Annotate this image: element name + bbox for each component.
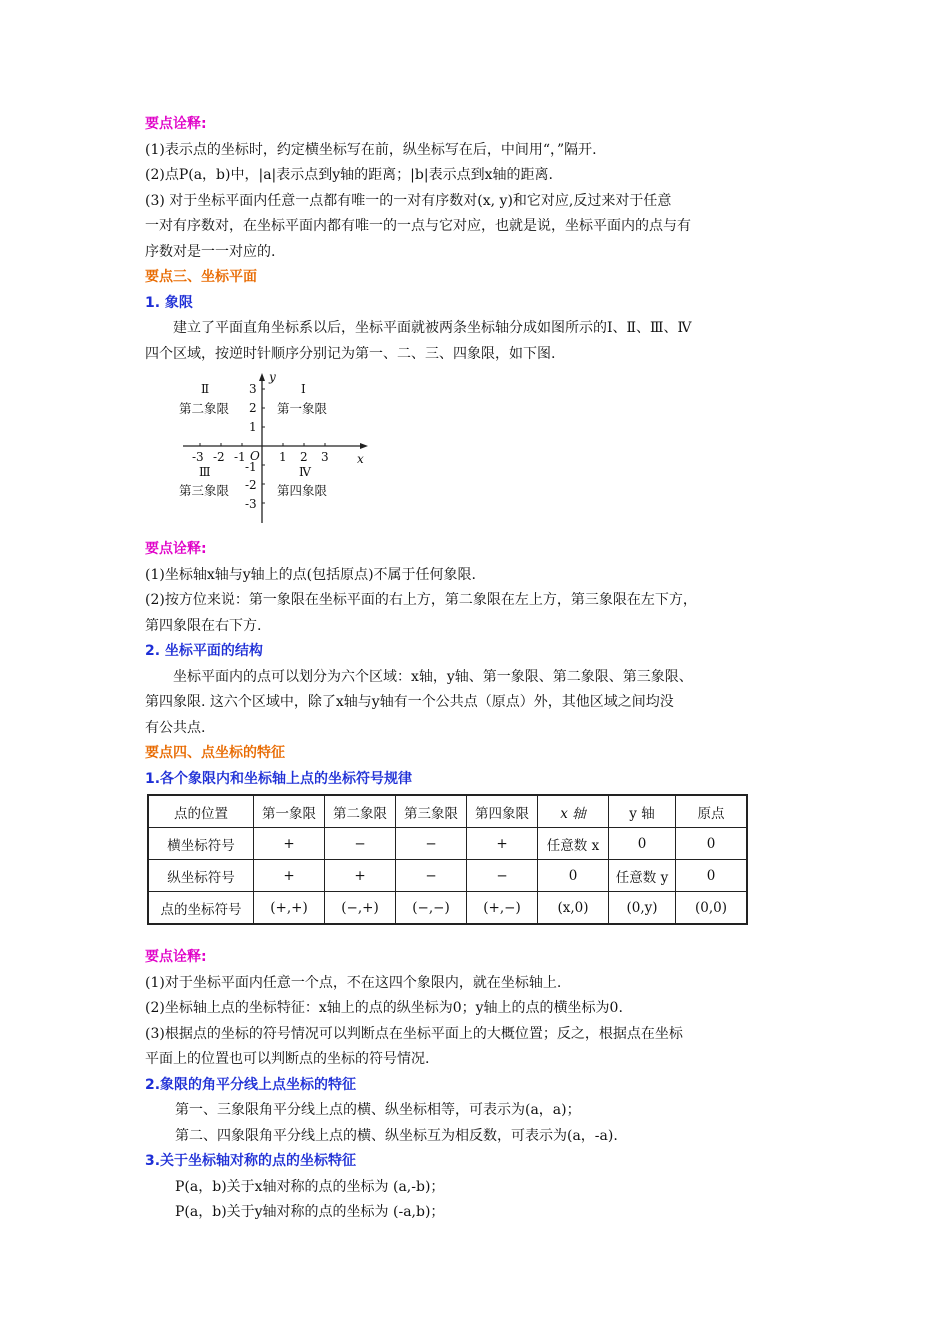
- sign-note-2: (2)坐标轴上点的坐标特征：x轴上的点的纵坐标为0；y轴上的点的横坐标为0.: [145, 1000, 623, 1016]
- document-page: [145, 112, 815, 1226]
- spacer: [145, 933, 815, 945]
- table-header-cell: 第三象限: [396, 795, 467, 828]
- section-4-heading: 要点四、点坐标的特征: [145, 745, 285, 761]
- table-cell: (+,−): [467, 892, 538, 925]
- table-cell: −: [325, 828, 396, 860]
- table-cell: −: [467, 860, 538, 892]
- sign-note-3-line1: (3)根据点的坐标的符号情况可以判断点在坐标平面上的大概位置；反之，根据点在坐标: [145, 1025, 683, 1042]
- y-tick-2: 2: [249, 401, 257, 415]
- x-axis-arrow: [360, 443, 368, 449]
- quadrant-axes-svg: [173, 371, 373, 531]
- quadrant-note-1: (1)坐标轴x轴与y轴上的点(包括原点)不属于任何象限.: [145, 566, 477, 583]
- table-cell: 0: [676, 828, 748, 860]
- table-cell: +: [254, 860, 325, 892]
- table-cell: (0,y): [609, 892, 676, 925]
- plane-structure-line3: 有公共点.: [145, 719, 206, 736]
- table-header-cell: 第一象限: [254, 795, 325, 828]
- x-tick-2: 2: [300, 450, 308, 464]
- quadrant-text-line1: 建立了平面直角坐标系以后，坐标平面就被两条坐标轴分成如图所示的Ⅰ、Ⅱ、Ⅲ、Ⅳ: [173, 320, 692, 336]
- point-note-1: (1)表示点的坐标时，约定横坐标写在前，纵坐标写在后，中间用“，”隔开.: [145, 141, 597, 158]
- quadrant-2-name: 第二象限: [179, 401, 230, 416]
- quadrant-2-numeral: Ⅱ: [201, 382, 210, 396]
- bisector-line1: 第一、三象限角平分线上点的横、纵坐标相等，可表示为(a，a)；: [175, 1102, 581, 1118]
- table-cell: (x,0): [538, 892, 609, 925]
- quadrant-4-numeral: Ⅳ: [299, 465, 311, 479]
- y-axis-arrow: [259, 373, 265, 381]
- plane-structure-subheading: 2. 坐标平面的结构: [145, 643, 263, 659]
- table-cell: 纵坐标符号: [148, 860, 254, 892]
- table-row: [148, 892, 747, 925]
- bisector-subheading: 2.象限的角平分线上点坐标的特征: [145, 1076, 357, 1093]
- table-cell: +: [325, 860, 396, 892]
- table-row: [148, 860, 747, 892]
- quadrant-3-numeral: Ⅲ: [199, 465, 211, 479]
- point-note-2: (2)点P(a，b)中，|a|表示点到y轴的距离；|b|表示点到x轴的距离.: [145, 167, 553, 183]
- point-note-3-line1: (3) 对于坐标平面内任意一点都有唯一的一对有序数对(x, y)和它对应,反过来对于任意: [145, 192, 672, 209]
- section-a-heading: 要点诠释:: [145, 116, 207, 132]
- quadrant-3-name: 第三象限: [179, 483, 230, 498]
- point-note-3-line3: 序数对是一一对应的.: [145, 243, 276, 260]
- y-tick-3: 3: [249, 382, 257, 396]
- plane-structure-line2: 第四象限. 这六个区域中，除了x轴与y轴有一个公共点（原点）外，其他区域之间均没: [145, 694, 674, 710]
- table-header-cell: 第四象限: [467, 795, 538, 828]
- section-3-heading: 要点三、坐标平面: [145, 269, 257, 285]
- y-tick-1: 1: [249, 420, 257, 434]
- quadrant-note-2-line2: 第四象限在右下方.: [145, 617, 262, 634]
- y-tick-neg2: -2: [245, 478, 257, 492]
- quadrant-subheading: 1. 象限: [145, 294, 193, 311]
- plane-structure-line1: 坐标平面内的点可以划分为六个区域：x轴，y轴、第一象限、第二象限、第三象限、: [173, 668, 693, 685]
- table-cell: (+,+): [254, 892, 325, 925]
- sign-table: [147, 794, 748, 925]
- table-header-cell: 原点: [676, 795, 748, 828]
- table-cell: −: [396, 860, 467, 892]
- table-cell: +: [254, 828, 325, 860]
- quadrant-4-name: 第四象限: [277, 483, 328, 498]
- x-tick-3: 3: [321, 450, 329, 464]
- table-cell: 任意数 x: [538, 828, 609, 860]
- table-header-cell: y 轴: [609, 795, 676, 828]
- y-tick-neg3: -3: [245, 497, 257, 511]
- quadrant-note-2-line1: (2)按方位来说：第一象限在坐标平面的右上方，第二象限在左上方，第三象限在左下方，: [145, 592, 697, 608]
- table-cell: (0,0): [676, 892, 748, 925]
- quadrant-1-numeral: Ⅰ: [301, 382, 306, 396]
- table-cell: (−,+): [325, 892, 396, 925]
- y-axis-label: y: [269, 371, 276, 384]
- sign-notes-heading: 要点诠释:: [145, 949, 207, 965]
- table-header-cell: 点的位置: [148, 795, 254, 828]
- table-row: [148, 828, 747, 860]
- symmetry-line2: P(a，b)关于y轴对称的点的坐标为 (-a,b)；: [175, 1204, 445, 1220]
- symmetry-line1: P(a，b)关于x轴对称的点的坐标为 (a,-b)；: [175, 1178, 445, 1195]
- bisector-line2: 第二、四象限角平分线上点的横、纵坐标互为相反数，可表示为(a，-a).: [175, 1127, 618, 1144]
- sign-note-3-line2: 平面上的位置也可以判断点的坐标的符号情况.: [145, 1051, 430, 1067]
- table-cell: 点的坐标符号: [148, 892, 254, 925]
- table-cell: (−,−): [396, 892, 467, 925]
- table-header-cell: x 轴: [538, 795, 609, 828]
- quadrant-1-name: 第一象限: [277, 401, 328, 416]
- sign-note-1: (1)对于坐标平面内任意一个点，不在这四个象限内，就在坐标轴上.: [145, 974, 562, 991]
- table-cell: 横坐标符号: [148, 828, 254, 860]
- symmetry-subheading: 3.关于坐标轴对称的点的坐标特征: [145, 1153, 357, 1169]
- sign-rule-subheading: 1.各个象限内和坐标轴上点的坐标符号规律: [145, 770, 413, 787]
- table-header-row: [148, 795, 747, 828]
- table-cell: −: [396, 828, 467, 860]
- table-cell: +: [467, 828, 538, 860]
- x-axis-label: x: [357, 452, 364, 466]
- table-header-cell: 第二象限: [325, 795, 396, 828]
- table-cell: 0: [609, 828, 676, 860]
- point-note-3-line2: 一对有序数对，在坐标平面内都有唯一的一点与它对应，也就是说，坐标平面内的点与有: [145, 218, 691, 234]
- table-cell: 任意数 y: [609, 860, 676, 892]
- quadrant-notes-heading: 要点诠释:: [145, 541, 207, 557]
- x-tick-neg2: -2: [213, 450, 225, 464]
- x-tick-neg3: -3: [192, 450, 204, 464]
- quadrant-text-line2: 四个区域，按逆时针顺序分别记为第一、二、三、四象限，如下图.: [145, 345, 556, 362]
- x-tick-1: 1: [279, 450, 287, 464]
- y-tick-neg1: -1: [245, 460, 257, 474]
- quadrant-diagram: [173, 371, 373, 531]
- x-tick-neg1: -1: [234, 450, 246, 464]
- origin-label: O: [250, 449, 260, 463]
- table-cell: 0: [676, 860, 748, 892]
- table-cell: 0: [538, 860, 609, 892]
